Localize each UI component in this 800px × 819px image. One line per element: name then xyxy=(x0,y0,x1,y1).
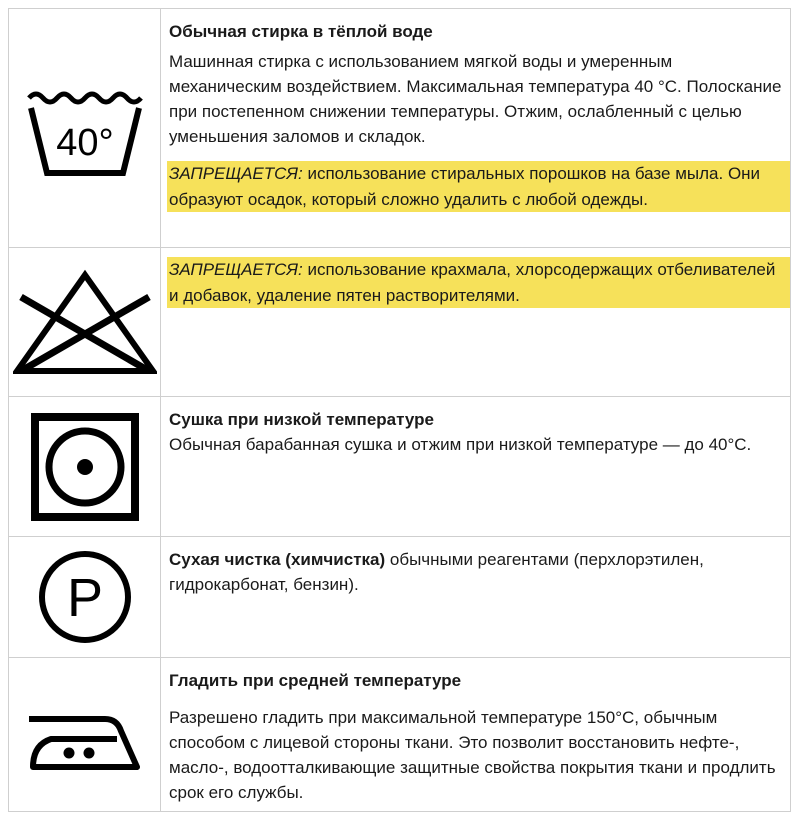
table-row-no-bleach xyxy=(9,248,790,397)
icon-cell xyxy=(9,658,161,811)
row-title: Гладить при средней температуре xyxy=(169,671,462,690)
table-row-wash-40 xyxy=(9,9,790,248)
text-cell xyxy=(161,397,790,536)
row-title: Сухая чистка (химчистка) xyxy=(169,550,386,569)
iron-medium-icon xyxy=(25,695,145,775)
row-description: Разрешено гладить при максимальной температуре 150°C, обычным способом с лицевой стороны ткани. Это позволит восстановить нефте-, масло-, водоотталкивающие защитные свойства покрытия ткани и продлить срок его службы. xyxy=(169,708,776,802)
wash-40-icon xyxy=(25,78,145,178)
table-row-tumble-dry xyxy=(9,397,790,537)
text-cell xyxy=(161,248,790,396)
no-bleach-icon xyxy=(13,267,157,377)
text-cell xyxy=(161,9,790,247)
icon-cell xyxy=(9,397,161,536)
icon-cell xyxy=(9,248,161,396)
row-title: Обычная стирка в тёплой воде xyxy=(169,22,433,41)
row-description xyxy=(169,547,782,597)
icon-cell xyxy=(9,9,161,247)
text-cell xyxy=(161,658,790,811)
table-row-iron xyxy=(9,658,790,811)
warning-label: ЗАПРЕЩАЕТСЯ: xyxy=(169,164,303,183)
warning-highlight xyxy=(167,161,790,212)
tumble-dry-low-icon xyxy=(30,412,140,522)
table-row-dry-clean xyxy=(9,537,790,658)
warning-label: ЗАПРЕЩАЕТСЯ: xyxy=(169,260,303,279)
dry-clean-letter: P xyxy=(66,568,103,628)
text-cell xyxy=(161,537,790,657)
care-symbols-table xyxy=(8,8,791,812)
row-description: Машинная стирка с использованием мягкой воды и умеренным механическим воздействием. Максимальная температура 40 °C. Полоскание при постепенном снижении температуры. Отжим, ослабленный с целью уменьшения заломов и складок. xyxy=(169,52,782,146)
warning-text: использование стиральных порошков на базе мыла. Они образуют осадок, который сложно удалить с любой одежды. xyxy=(169,164,761,209)
wash-temperature-label: 40° xyxy=(55,122,114,164)
icon-cell xyxy=(9,537,161,657)
row-text: обычными реагентами (перхлорэтилен, гидрокарбонат, бензин). xyxy=(169,550,704,594)
row-title: Сушка при низкой температуре xyxy=(169,410,434,429)
dry-clean-p-icon xyxy=(35,547,135,647)
warning-highlight xyxy=(167,257,790,308)
row-description: Обычная барабанная сушка и отжим при низкой температуре — до 40°C. xyxy=(169,435,752,454)
warning-text: использование крахмала, хлорсодержащих отбеливателей и добавок, удаление пятен растворителями. xyxy=(169,260,776,305)
